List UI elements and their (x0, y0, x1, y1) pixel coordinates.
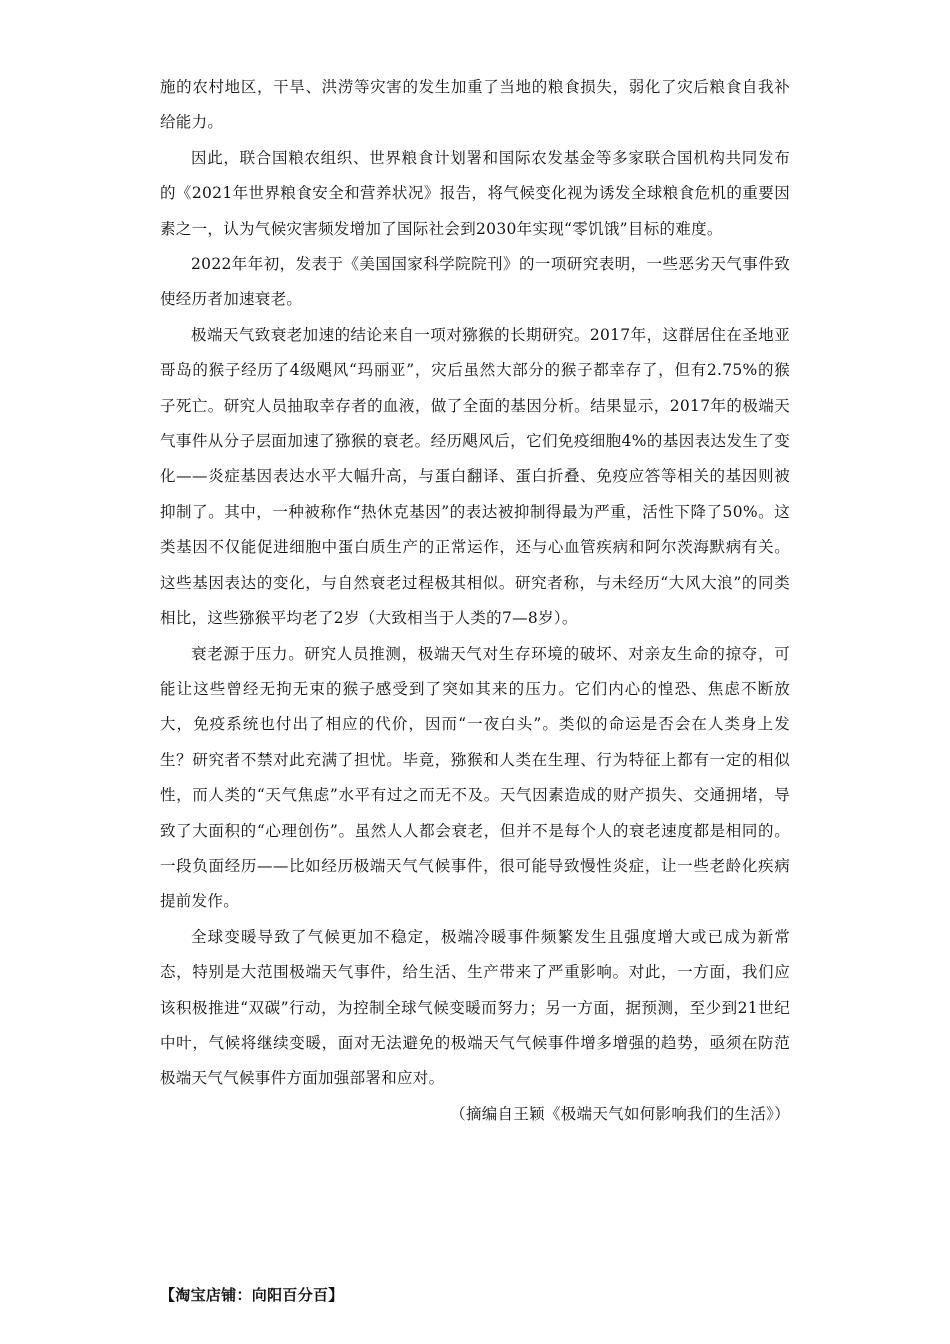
paragraph-macaque-research: 极端天气致衰老加速的结论来自一项对猕猴的长期研究。2017年，这群居住在圣地亚哥岛的猴子经历了4级飓风“玛丽亚”，灾后虽然大部分的猴子都幸存了，但有2.75%的猴子死亡。研究人员抽取幸存者的血液，做了全面的基因分析。结果显示，2017年的极端天气事件从分子层面加速了猕猴的衰老。经历飓风后，它们免疫细胞4%的基因表达发生了变化——炎症基因表达水平大幅升高，与蛋白翻译、蛋白折叠、免疫应答等相关的基因则被抑制了。其中，一种被称作“热休克基因”的表达被抑制得最为严重，活性下降了50%。这类基因不仅能促进细胞中蛋白质生产的正常运作，还与心血管疾病和阿尔茨海默病有关。这些基因表达的变化，与自然衰老过程极其相似。研究者称，与未经历“大风大浪”的同类相比，这些猕猴平均老了2岁（大致相当于人类的7—8岁）。 (160, 325, 790, 628)
paragraph-pnas-study: 2022年年初，发表于《美国国家科学院院刊》的一项研究表明，一些恶劣天气事件致使经历者加速衰老。 (160, 255, 790, 309)
article-body (160, 70, 790, 1132)
paragraph-stress-aging: 衰老源于压力。研究人员推测，极端天气对生存环境的破坏、对亲友生命的掠夺，可能让这些曾经无拘无束的猴子感受到了突如其来的压力。它们内心的惶恐、焦虑不断放大，免疫系统也付出了相应的代价，因而“一夜白头”。类似的命运是否会在人类身上发生？研究者不禁对此充满了担忧。毕竟，猕猴和人类在生理、行为特征上都有一定的相似性，而人类的“天气焦虑”水平有过之而无不及。天气因素造成的财产损失、交通拥堵，导致了大面积的“心理创伤”。虽然人人都会衰老，但并不是每个人的衰老速度都是相同的。一段负面经历——比如经历极端天气气候事件，很可能导致慢性炎症，让一些老龄化疾病提前发作。 (160, 644, 790, 911)
footer-shop-label: 【淘宝店铺：向阳百分百】 (160, 1286, 344, 1304)
article-source: （摘编自王颖《极端天气如何影响我们的生活》） (450, 1104, 790, 1123)
paragraph-continued: 施的农村地区，干旱、洪涝等灾害的发生加重了当地的粮食损失，弱化了灾后粮食自我补给能力。 (160, 78, 790, 132)
paragraph-conclusion: 全球变暖导致了气候更加不稳定，极端冷暖事件频繁发生且强度增大或已成为新常态，特别是大范围极端天气事件，给生活、生产带来了严重影响。对此，一方面，我们应该积极推进“双碳”行动，为控制全球气候变暖而努力；另一方面，据预测，至少到21世纪中叶，气候将继续变暖，面对无法避免的极端天气气候事件增多增强的趋势，亟须在防范极端天气气候事件方面加强部署和应对。 (160, 927, 790, 1088)
paragraph-un-report: 因此，联合国粮农组织、世界粮食计划署和国际农发基金等多家联合国机构共同发布的《2021年世界粮食安全和营养状况》报告，将气候变化视为诱发全球粮食危机的重要因素之一，认为气候灾害频发增加了国际社会到2030年实现“零饥饿”目标的难度。 (160, 148, 790, 238)
